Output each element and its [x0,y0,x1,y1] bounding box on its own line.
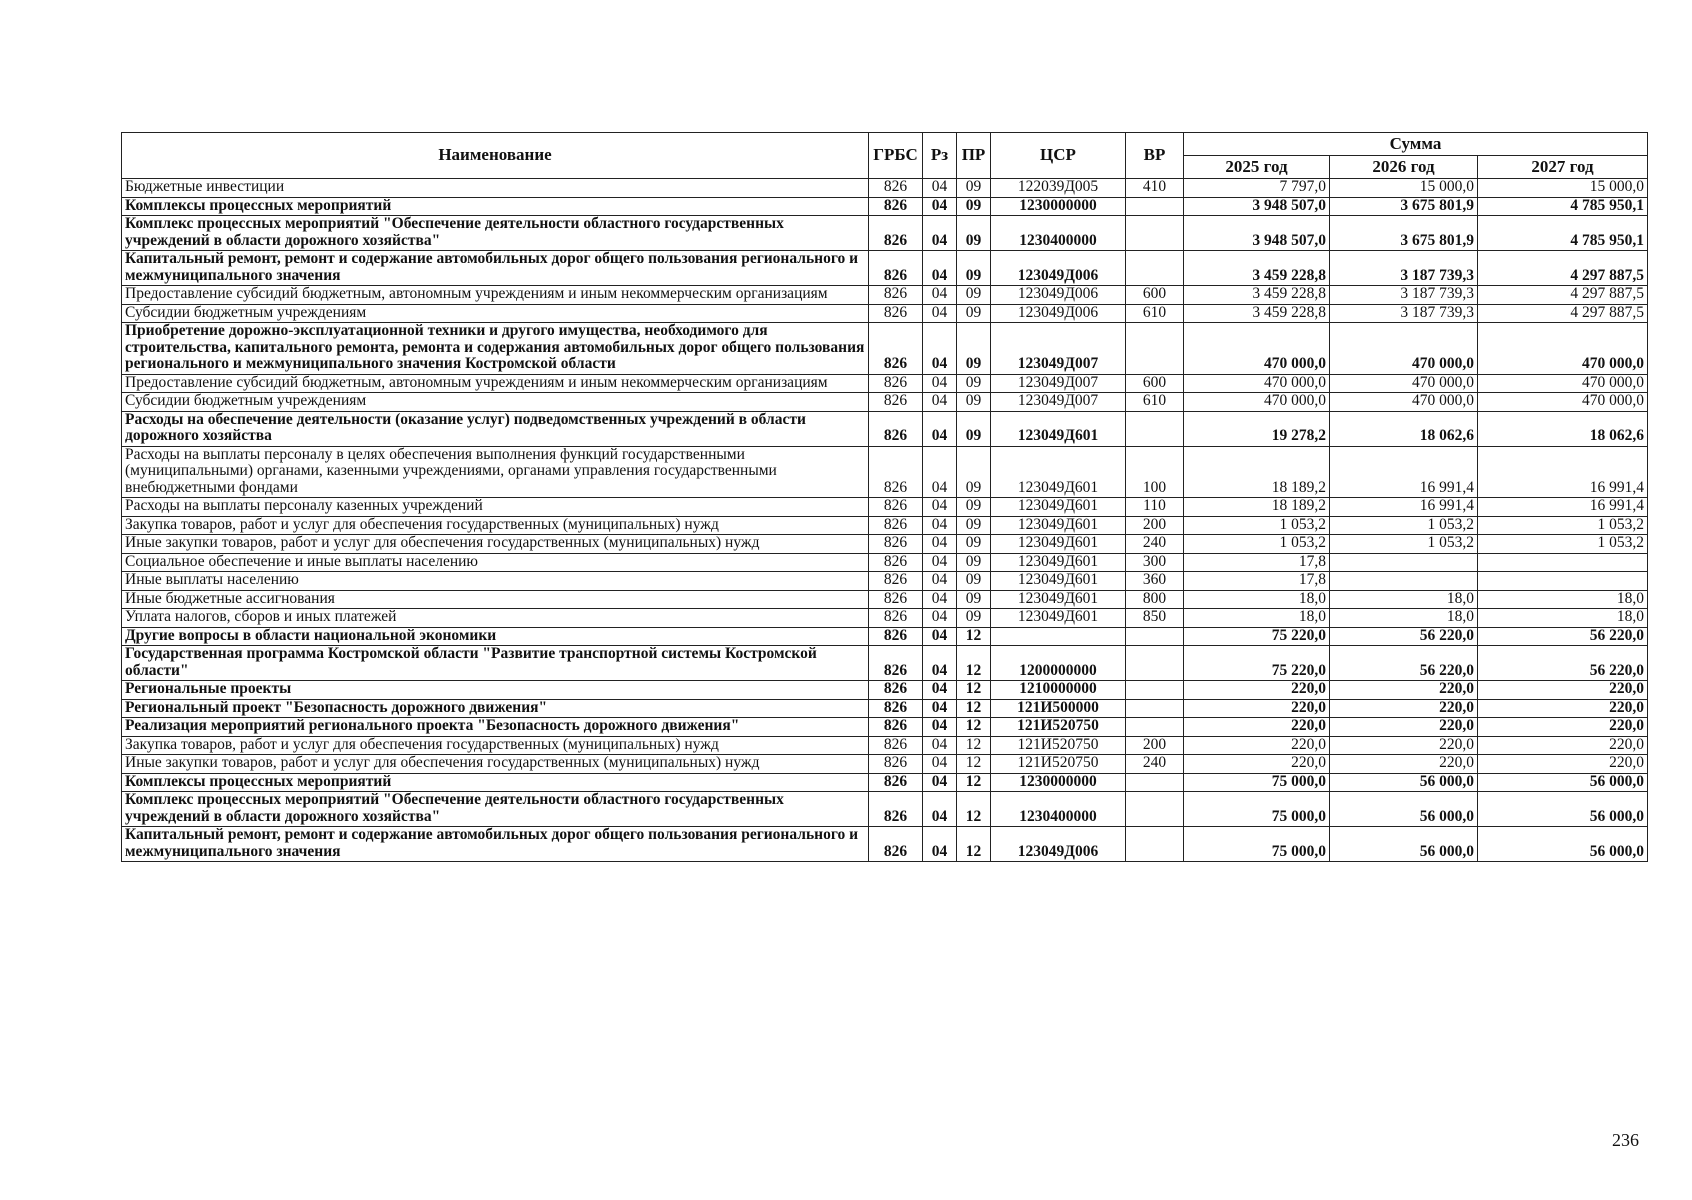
cell-sum-2026: 56 000,0 [1330,827,1478,862]
cell-rz: 04 [923,736,957,755]
cell-sum-2026: 18,0 [1330,609,1478,628]
cell-sum-2025: 75 220,0 [1184,646,1330,681]
cell-vr: 610 [1126,304,1184,323]
table-row [122,323,1648,375]
cell-grbs: 826 [869,773,923,792]
cell-pr: 12 [957,755,991,774]
cell-vr [1126,718,1184,737]
cell-vr [1126,323,1184,375]
cell-sum-2026: 3 675 801,9 [1330,216,1478,251]
cell-sum-2026: 18,0 [1330,590,1478,609]
cell-pr: 12 [957,718,991,737]
table-row [122,374,1648,393]
cell-sum-2027: 16 991,4 [1478,498,1648,517]
table-row [122,446,1648,498]
cell-sum-2027: 220,0 [1478,755,1648,774]
cell-sum-2025: 3 459 228,8 [1184,251,1330,286]
cell-vr [1126,827,1184,862]
table-row [122,792,1648,827]
cell-rz: 04 [923,646,957,681]
cell-name: Предоставление субсидий бюджетным, автономным учреждениям и иным некоммерческим организациям [122,374,869,393]
cell-rz: 04 [923,304,957,323]
cell-csr: 1230400000 [991,792,1126,827]
table-row [122,393,1648,412]
cell-name: Уплата налогов, сборов и иных платежей [122,609,869,628]
cell-vr: 240 [1126,535,1184,554]
cell-csr: 121И520750 [991,755,1126,774]
cell-sum-2026: 16 991,4 [1330,446,1478,498]
cell-vr [1126,627,1184,646]
cell-name: Иные закупки товаров, работ и услуг для обеспечения государственных (муниципальных) нужд [122,755,869,774]
table-row [122,251,1648,286]
header-pr: ПР [957,133,991,179]
cell-rz: 04 [923,681,957,700]
budget-table [121,132,1648,862]
cell-sum-2027: 220,0 [1478,681,1648,700]
cell-pr: 09 [957,393,991,412]
table-row [122,609,1648,628]
cell-rz: 04 [923,286,957,305]
cell-vr: 200 [1126,736,1184,755]
table-row [122,699,1648,718]
cell-vr [1126,681,1184,700]
table-row [122,411,1648,446]
cell-sum-2027: 56 220,0 [1478,627,1648,646]
cell-vr [1126,646,1184,681]
cell-vr: 240 [1126,755,1184,774]
cell-vr [1126,792,1184,827]
cell-name: Другие вопросы в области национальной экономики [122,627,869,646]
cell-csr: 122039Д005 [991,179,1126,198]
cell-grbs: 826 [869,681,923,700]
cell-name: Комплексы процессных мероприятий [122,773,869,792]
cell-sum-2025: 17,8 [1184,572,1330,591]
cell-sum-2027: 18,0 [1478,609,1648,628]
cell-rz: 04 [923,446,957,498]
table-row [122,498,1648,517]
cell-vr: 110 [1126,498,1184,517]
cell-vr: 610 [1126,393,1184,412]
cell-vr [1126,699,1184,718]
cell-sum-2026: 470 000,0 [1330,393,1478,412]
cell-grbs: 826 [869,216,923,251]
cell-pr: 09 [957,179,991,198]
cell-sum-2025: 18 189,2 [1184,498,1330,517]
cell-grbs: 826 [869,699,923,718]
cell-sum-2025: 19 278,2 [1184,411,1330,446]
cell-csr: 123049Д007 [991,393,1126,412]
cell-grbs: 826 [869,736,923,755]
cell-csr: 123049Д006 [991,304,1126,323]
cell-vr: 850 [1126,609,1184,628]
cell-sum-2027: 4 785 950,1 [1478,216,1648,251]
cell-csr: 123049Д007 [991,323,1126,375]
cell-sum-2027: 4 297 887,5 [1478,304,1648,323]
cell-sum-2026: 1 053,2 [1330,516,1478,535]
cell-csr: 121И520750 [991,736,1126,755]
table-row [122,304,1648,323]
cell-csr: 121И520750 [991,718,1126,737]
cell-sum-2026: 56 220,0 [1330,646,1478,681]
cell-sum-2026: 18 062,6 [1330,411,1478,446]
cell-rz: 04 [923,609,957,628]
cell-sum-2025: 220,0 [1184,699,1330,718]
cell-grbs: 826 [869,827,923,862]
cell-rz: 04 [923,411,957,446]
cell-name: Капитальный ремонт, ремонт и содержание автомобильных дорог общего пользования регионального и межмуниципального значения [122,827,869,862]
table-row [122,827,1648,862]
cell-vr: 600 [1126,374,1184,393]
cell-pr: 09 [957,498,991,517]
cell-sum-2025: 1 053,2 [1184,516,1330,535]
cell-pr: 09 [957,197,991,216]
cell-sum-2027: 220,0 [1478,699,1648,718]
cell-vr [1126,411,1184,446]
cell-csr: 123049Д601 [991,553,1126,572]
cell-pr: 09 [957,411,991,446]
cell-sum-2025: 18 189,2 [1184,446,1330,498]
cell-sum-2025: 1 053,2 [1184,535,1330,554]
cell-grbs: 826 [869,755,923,774]
cell-name: Государственная программа Костромской области "Развитие транспортной системы Костромской области" [122,646,869,681]
cell-sum-2025: 220,0 [1184,755,1330,774]
cell-sum-2026: 470 000,0 [1330,323,1478,375]
cell-sum-2027: 56 000,0 [1478,827,1648,862]
table-row [122,773,1648,792]
cell-sum-2025: 220,0 [1184,736,1330,755]
cell-grbs: 826 [869,197,923,216]
cell-pr: 12 [957,627,991,646]
cell-csr: 1230000000 [991,197,1126,216]
table-body [122,179,1648,862]
header-year-2027: 2027 год [1478,156,1648,179]
cell-csr: 123049Д601 [991,446,1126,498]
cell-vr [1126,216,1184,251]
cell-sum-2025: 220,0 [1184,718,1330,737]
cell-name: Реализация мероприятий регионального проекта "Безопасность дорожного движения" [122,718,869,737]
cell-sum-2026: 470 000,0 [1330,374,1478,393]
header-vr: ВР [1126,133,1184,179]
cell-vr: 410 [1126,179,1184,198]
cell-csr: 121И500000 [991,699,1126,718]
cell-pr: 09 [957,516,991,535]
cell-sum-2026 [1330,572,1478,591]
cell-name: Расходы на выплаты персоналу казенных учреждений [122,498,869,517]
cell-sum-2027: 470 000,0 [1478,323,1648,375]
cell-rz: 04 [923,553,957,572]
cell-sum-2026: 3 675 801,9 [1330,197,1478,216]
cell-sum-2025: 7 797,0 [1184,179,1330,198]
cell-pr: 12 [957,773,991,792]
cell-pr: 12 [957,792,991,827]
table-row [122,681,1648,700]
table-row [122,535,1648,554]
cell-name: Иные закупки товаров, работ и услуг для обеспечения государственных (муниципальных) нужд [122,535,869,554]
cell-sum-2027 [1478,572,1648,591]
cell-pr: 09 [957,572,991,591]
cell-rz: 04 [923,516,957,535]
cell-sum-2025: 3 948 507,0 [1184,216,1330,251]
cell-vr: 200 [1126,516,1184,535]
cell-csr: 123049Д601 [991,609,1126,628]
cell-rz: 04 [923,792,957,827]
cell-sum-2027: 470 000,0 [1478,393,1648,412]
table-row [122,572,1648,591]
cell-pr: 09 [957,251,991,286]
cell-name: Региональный проект "Безопасность дорожного движения" [122,699,869,718]
cell-rz: 04 [923,498,957,517]
cell-grbs: 826 [869,251,923,286]
cell-sum-2025: 75 000,0 [1184,827,1330,862]
cell-rz: 04 [923,627,957,646]
cell-sum-2027: 220,0 [1478,718,1648,737]
cell-pr: 12 [957,699,991,718]
table-header [122,133,1648,179]
cell-sum-2027: 4 785 950,1 [1478,197,1648,216]
cell-rz: 04 [923,773,957,792]
table-row [122,718,1648,737]
cell-csr: 123049Д006 [991,827,1126,862]
cell-sum-2027: 4 297 887,5 [1478,251,1648,286]
cell-sum-2027: 18,0 [1478,590,1648,609]
cell-sum-2027: 1 053,2 [1478,535,1648,554]
cell-csr: 1230000000 [991,773,1126,792]
cell-grbs: 826 [869,646,923,681]
table-row [122,516,1648,535]
table-row [122,216,1648,251]
cell-name: Иные бюджетные ассигнования [122,590,869,609]
cell-vr: 300 [1126,553,1184,572]
cell-pr: 09 [957,609,991,628]
cell-sum-2026: 220,0 [1330,755,1478,774]
cell-grbs: 826 [869,553,923,572]
table-row [122,179,1648,198]
cell-csr: 123049Д006 [991,251,1126,286]
cell-name: Социальное обеспечение и иные выплаты населению [122,553,869,572]
cell-rz: 04 [923,535,957,554]
cell-rz: 04 [923,718,957,737]
cell-vr: 800 [1126,590,1184,609]
cell-grbs: 826 [869,535,923,554]
cell-sum-2025: 3 459 228,8 [1184,286,1330,305]
cell-csr: 123049Д601 [991,411,1126,446]
cell-sum-2026: 220,0 [1330,718,1478,737]
cell-rz: 04 [923,179,957,198]
cell-name: Расходы на выплаты персоналу в целях обеспечения выполнения функций государственными (муниципальными) органами, казенными учреждениями, органами управления государственными внебюджетными фондами [122,446,869,498]
cell-sum-2026: 16 991,4 [1330,498,1478,517]
cell-sum-2025: 75 000,0 [1184,773,1330,792]
cell-pr: 12 [957,646,991,681]
cell-grbs: 826 [869,609,923,628]
cell-grbs: 826 [869,446,923,498]
cell-pr: 12 [957,681,991,700]
cell-rz: 04 [923,590,957,609]
cell-grbs: 826 [869,718,923,737]
cell-name: Региональные проекты [122,681,869,700]
cell-grbs: 826 [869,792,923,827]
cell-sum-2026: 15 000,0 [1330,179,1478,198]
cell-sum-2025: 18,0 [1184,609,1330,628]
cell-rz: 04 [923,251,957,286]
table-row [122,286,1648,305]
cell-vr: 360 [1126,572,1184,591]
cell-rz: 04 [923,393,957,412]
header-csr: ЦСР [991,133,1126,179]
cell-name: Предоставление субсидий бюджетным, автономным учреждениям и иным некоммерческим организациям [122,286,869,305]
cell-grbs: 826 [869,572,923,591]
cell-sum-2025: 470 000,0 [1184,393,1330,412]
cell-name: Расходы на обеспечение деятельности (оказание услуг) подведомственных учреждений в области дорожного хозяйства [122,411,869,446]
cell-grbs: 826 [869,304,923,323]
cell-rz: 04 [923,323,957,375]
cell-name: Комплекс процессных мероприятий "Обеспечение деятельности областного государственных учреждений в области дорожного хозяйства" [122,216,869,251]
header-year-2026: 2026 год [1330,156,1478,179]
cell-rz: 04 [923,216,957,251]
cell-csr: 1210000000 [991,681,1126,700]
cell-sum-2027: 16 991,4 [1478,446,1648,498]
cell-grbs: 826 [869,286,923,305]
cell-sum-2025: 220,0 [1184,681,1330,700]
cell-grbs: 826 [869,498,923,517]
cell-csr: 123049Д601 [991,498,1126,517]
cell-csr: 123049Д601 [991,590,1126,609]
cell-name: Приобретение дорожно-эксплуатационной техники и другого имущества, необходимого для строительства, капитального ремонта, ремонта и содержания автомобильных дорог общего пользования регионального и межмуниципального значения Костромской области [122,323,869,375]
cell-sum-2027: 4 297 887,5 [1478,286,1648,305]
cell-name: Бюджетные инвестиции [122,179,869,198]
header-year-2025: 2025 год [1184,156,1330,179]
cell-csr: 1200000000 [991,646,1126,681]
header-sum: Сумма [1184,133,1648,156]
cell-pr: 09 [957,216,991,251]
cell-name: Закупка товаров, работ и услуг для обеспечения государственных (муниципальных) нужд [122,736,869,755]
cell-sum-2025: 75 220,0 [1184,627,1330,646]
cell-grbs: 826 [869,374,923,393]
cell-rz: 04 [923,197,957,216]
cell-vr [1126,251,1184,286]
cell-sum-2025: 470 000,0 [1184,374,1330,393]
cell-sum-2027 [1478,553,1648,572]
cell-sum-2027: 220,0 [1478,736,1648,755]
cell-grbs: 826 [869,411,923,446]
cell-sum-2027: 1 053,2 [1478,516,1648,535]
cell-csr: 123049Д007 [991,374,1126,393]
table-row [122,755,1648,774]
cell-sum-2027: 56 220,0 [1478,646,1648,681]
cell-vr [1126,197,1184,216]
cell-name: Комплексы процессных мероприятий [122,197,869,216]
header-rz: Рз [923,133,957,179]
cell-sum-2026: 3 187 739,3 [1330,304,1478,323]
cell-grbs: 826 [869,627,923,646]
cell-sum-2026: 56 220,0 [1330,627,1478,646]
cell-csr [991,627,1126,646]
cell-sum-2026: 56 000,0 [1330,792,1478,827]
cell-name: Субсидии бюджетным учреждениям [122,304,869,323]
cell-vr [1126,773,1184,792]
cell-pr: 09 [957,286,991,305]
table-row [122,197,1648,216]
table-row [122,627,1648,646]
page-number: 236 [1612,1130,1639,1150]
cell-grbs: 826 [869,323,923,375]
cell-sum-2025: 470 000,0 [1184,323,1330,375]
cell-name: Закупка товаров, работ и услуг для обеспечения государственных (муниципальных) нужд [122,516,869,535]
cell-pr: 12 [957,736,991,755]
cell-rz: 04 [923,755,957,774]
cell-pr: 09 [957,374,991,393]
cell-csr: 123049Д601 [991,572,1126,591]
cell-name: Капитальный ремонт, ремонт и содержание автомобильных дорог общего пользования регионального и межмуниципального значения [122,251,869,286]
cell-sum-2025: 3 948 507,0 [1184,197,1330,216]
cell-pr: 09 [957,553,991,572]
cell-pr: 09 [957,446,991,498]
cell-sum-2025: 18,0 [1184,590,1330,609]
cell-name: Субсидии бюджетным учреждениям [122,393,869,412]
cell-sum-2025: 3 459 228,8 [1184,304,1330,323]
cell-sum-2026: 1 053,2 [1330,535,1478,554]
cell-pr: 09 [957,304,991,323]
cell-vr: 100 [1126,446,1184,498]
cell-csr: 123049Д601 [991,516,1126,535]
cell-vr: 600 [1126,286,1184,305]
cell-sum-2026: 220,0 [1330,736,1478,755]
cell-sum-2026: 220,0 [1330,681,1478,700]
cell-sum-2026: 3 187 739,3 [1330,286,1478,305]
cell-rz: 04 [923,699,957,718]
table-row [122,553,1648,572]
header-name: Наименование [122,133,869,179]
cell-name: Иные выплаты населению [122,572,869,591]
header-grbs: ГРБС [869,133,923,179]
cell-sum-2026: 220,0 [1330,699,1478,718]
cell-sum-2026: 3 187 739,3 [1330,251,1478,286]
cell-sum-2027: 56 000,0 [1478,792,1648,827]
cell-sum-2027: 56 000,0 [1478,773,1648,792]
cell-grbs: 826 [869,393,923,412]
cell-csr: 123049Д601 [991,535,1126,554]
cell-sum-2027: 15 000,0 [1478,179,1648,198]
cell-name: Комплекс процессных мероприятий "Обеспечение деятельности областного государственных учреждений в области дорожного хозяйства" [122,792,869,827]
cell-pr: 12 [957,827,991,862]
cell-pr: 09 [957,323,991,375]
cell-grbs: 826 [869,516,923,535]
cell-pr: 09 [957,535,991,554]
table-row [122,590,1648,609]
cell-grbs: 826 [869,590,923,609]
cell-sum-2025: 17,8 [1184,553,1330,572]
cell-sum-2026 [1330,553,1478,572]
cell-rz: 04 [923,572,957,591]
cell-grbs: 826 [869,179,923,198]
cell-csr: 123049Д006 [991,286,1126,305]
cell-sum-2026: 56 000,0 [1330,773,1478,792]
cell-csr: 1230400000 [991,216,1126,251]
cell-sum-2025: 75 000,0 [1184,792,1330,827]
cell-sum-2027: 18 062,6 [1478,411,1648,446]
cell-sum-2027: 470 000,0 [1478,374,1648,393]
cell-pr: 09 [957,590,991,609]
cell-rz: 04 [923,374,957,393]
cell-rz: 04 [923,827,957,862]
table-row [122,736,1648,755]
table-row [122,646,1648,681]
